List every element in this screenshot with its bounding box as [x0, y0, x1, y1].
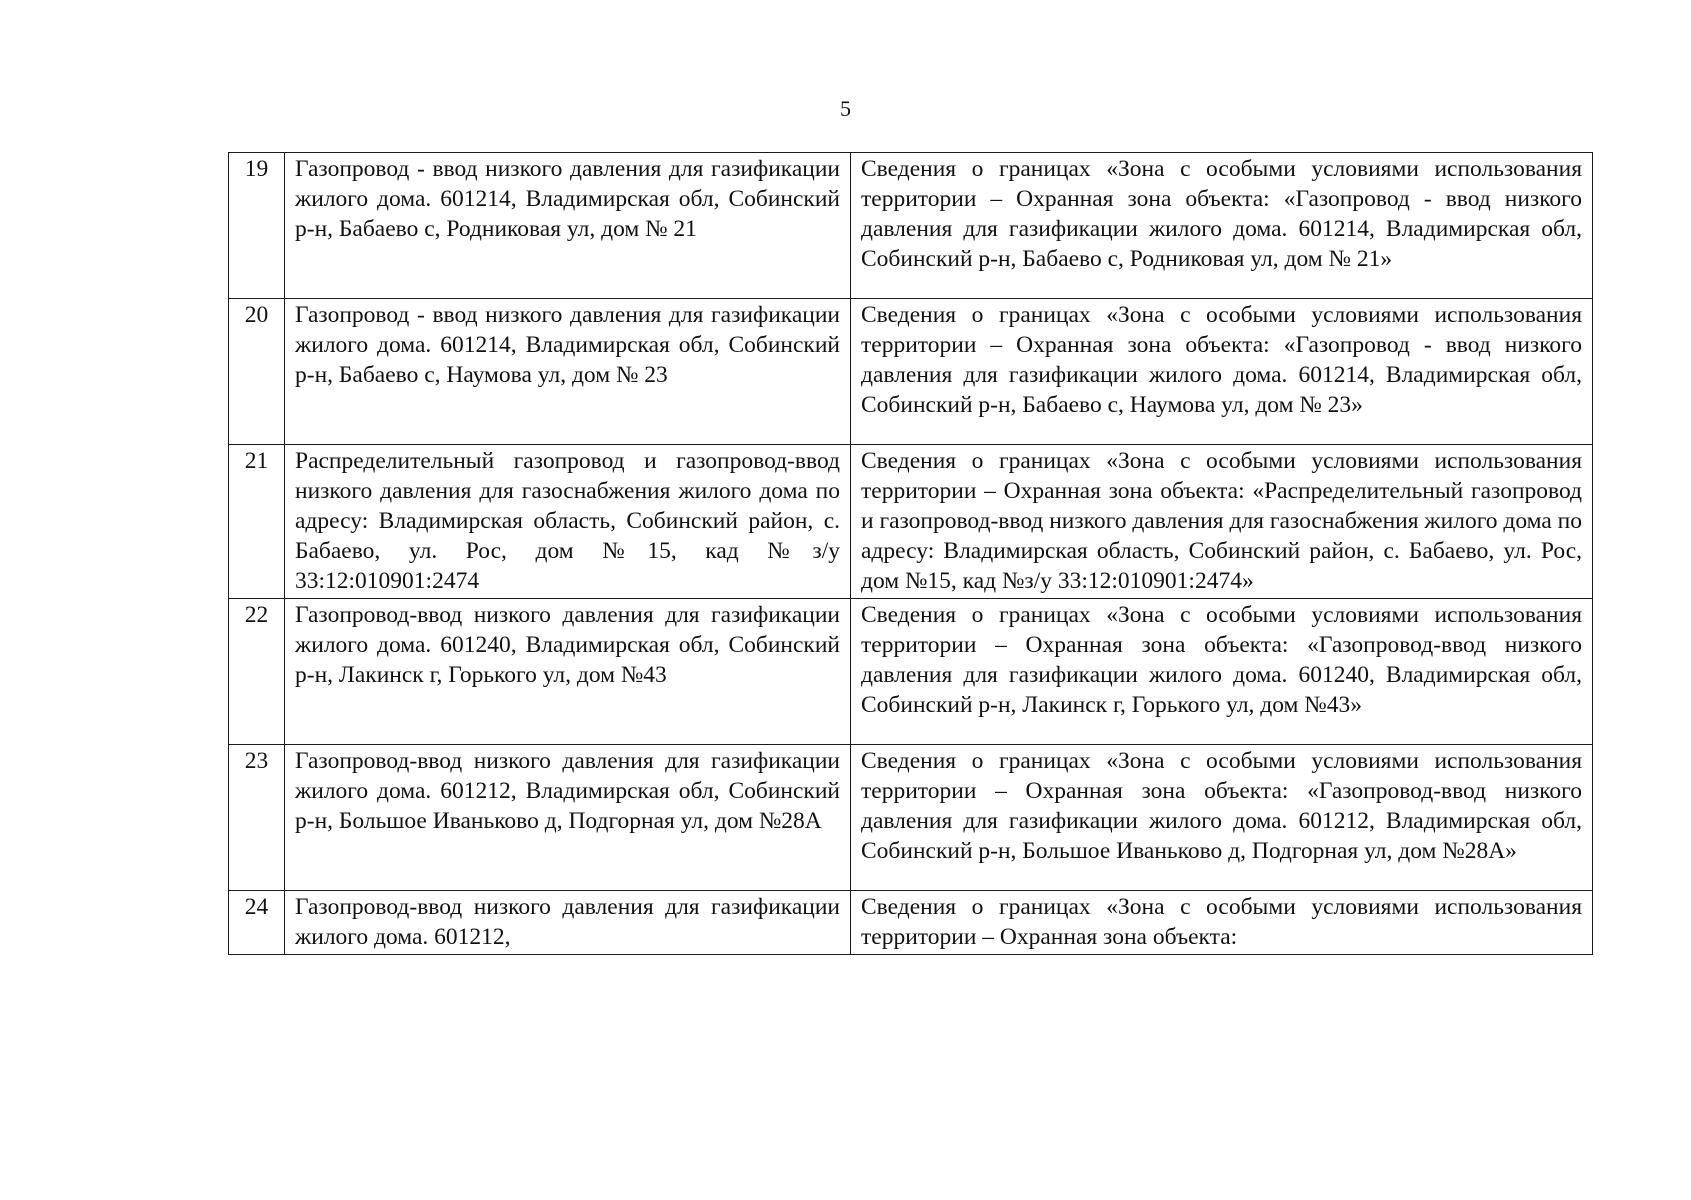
zone-info: Сведения о границах «Зона с особыми условиями использования территории – Охранная зона объекта: «Распределительный газопровод и газопровод-ввод низкого давления для газоснабжения жилого дома по адресу: Владимирская область, Собинский район, с. Бабаево, ул. Рос, дом №15, кад №з/у 33:12:010901:2474» [851, 445, 1593, 599]
row-number: 22 [229, 599, 285, 745]
object-description: Газопровод-ввод низкого давления для газификации жилого дома. 601212, [285, 891, 851, 955]
object-description: Газопровод-ввод низкого давления для газификации жилого дома. 601240, Владимирская обл, Собинский р-н, Лакинск г, Горького ул, дом №43 [285, 599, 851, 745]
row-number: 20 [229, 299, 285, 445]
table-row [229, 153, 1593, 299]
row-number: 24 [229, 891, 285, 955]
table-row [229, 745, 1593, 891]
object-description: Газопровод - ввод низкого давления для газификации жилого дома. 601214, Владимирская обл, Собинский р-н, Бабаево с, Наумова ул, дом № 23 [285, 299, 851, 445]
zone-info: Сведения о границах «Зона с особыми условиями использования территории – Охранная зона объекта: «Газопровод-ввод низкого давления для газификации жилого дома. 601240, Владимирская обл, Собинский р-н, Лакинск г, Горького ул, дом №43» [851, 599, 1593, 745]
row-number: 21 [229, 445, 285, 599]
page-number: 5 [840, 96, 851, 121]
zone-info: Сведения о границах «Зона с особыми условиями использования территории – Охранная зона объекта: [851, 891, 1593, 955]
row-number: 19 [229, 153, 285, 299]
table-row [229, 599, 1593, 745]
row-number: 23 [229, 745, 285, 891]
table-row [229, 299, 1593, 445]
zone-info: Сведения о границах «Зона с особыми условиями использования территории – Охранная зона объекта: «Газопровод - ввод низкого давления для газификации жилого дома. 601214, Владимирская обл, Собинский р-н, Бабаево с, Наумова ул, дом № 23» [851, 299, 1593, 445]
zone-info: Сведения о границах «Зона с особыми условиями использования территории – Охранная зона объекта: «Газопровод - ввод низкого давления для газификации жилого дома. 601214, Владимирская обл, Собинский р-н, Бабаево с, Родниковая ул, дом № 21» [851, 153, 1593, 299]
table-row [229, 891, 1593, 955]
zones-table [228, 152, 1593, 955]
object-description: Распределительный газопровод и газопровод-ввод низкого давления для газоснабжения жилого дома по адресу: Владимирская область, Собинский район, с. Бабаево, ул. Рос, дом №15, кад №з/у 33:12:010901:2474 [285, 445, 851, 599]
table-row [229, 445, 1593, 599]
zone-info: Сведения о границах «Зона с особыми условиями использования территории – Охранная зона объекта: «Газопровод-ввод низкого давления для газификации жилого дома. 601212, Владимирская обл, Собинский р-н, Большое Иваньково д, Подгорная ул, дом №28А» [851, 745, 1593, 891]
object-description: Газопровод - ввод низкого давления для газификации жилого дома. 601214, Владимирская обл, Собинский р-н, Бабаево с, Родниковая ул, дом № 21 [285, 153, 851, 299]
object-description: Газопровод-ввод низкого давления для газификации жилого дома. 601212, Владимирская обл, Собинский р-н, Большое Иваньково д, Подгорная ул, дом №28А [285, 745, 851, 891]
